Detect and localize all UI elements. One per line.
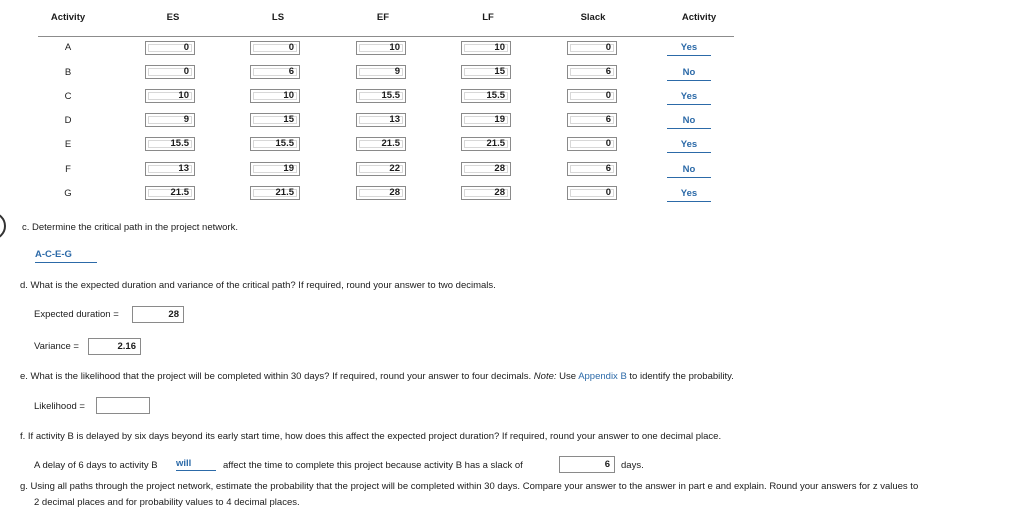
likelihood-input[interactable] bbox=[96, 397, 150, 414]
es-c[interactable]: 10 bbox=[145, 89, 195, 103]
slack-d[interactable]: 6 bbox=[567, 113, 617, 127]
row-label-f: F bbox=[65, 164, 71, 175]
slack-c[interactable]: 0 bbox=[567, 89, 617, 103]
ls-b[interactable]: 6 bbox=[250, 65, 300, 79]
row-label-a: A bbox=[64, 42, 72, 53]
ef-f[interactable]: 22 bbox=[356, 162, 406, 176]
es-a[interactable]: 0 bbox=[145, 41, 195, 55]
row-label-d: D bbox=[64, 115, 72, 126]
ls-d[interactable]: 15 bbox=[250, 113, 300, 127]
row-label-c: C bbox=[64, 91, 72, 102]
part-d-question: d. What is the expected duration and variance of the critical path? If required, round your answer to two decimals. bbox=[20, 280, 496, 291]
appendix-b-link[interactable]: Appendix B bbox=[578, 371, 627, 382]
es-e[interactable]: 15.5 bbox=[145, 137, 195, 151]
expected-duration-input[interactable]: 28 bbox=[132, 306, 184, 323]
header-activity: Activity bbox=[50, 12, 86, 23]
critical-select-g[interactable]: Yes bbox=[667, 187, 711, 202]
es-g[interactable]: 21.5 bbox=[145, 186, 195, 200]
variance-input[interactable]: 2.16 bbox=[88, 338, 141, 355]
likelihood-label: Likelihood = bbox=[34, 401, 85, 412]
part-c-question: c. Determine the critical path in the project network. bbox=[22, 222, 238, 233]
ef-g[interactable]: 28 bbox=[356, 186, 406, 200]
ef-c[interactable]: 15.5 bbox=[356, 89, 406, 103]
header-critical-activity: Activity bbox=[681, 12, 717, 23]
header-ef: EF bbox=[376, 12, 390, 23]
critical-select-b[interactable]: No bbox=[667, 66, 711, 81]
ef-b[interactable]: 9 bbox=[356, 65, 406, 79]
variance-label: Variance = bbox=[34, 341, 79, 352]
slack-e[interactable]: 0 bbox=[567, 137, 617, 151]
lf-b[interactable]: 15 bbox=[461, 65, 511, 79]
critical-select-d[interactable]: No bbox=[667, 114, 711, 129]
lf-d[interactable]: 19 bbox=[461, 113, 511, 127]
part-g-question: g. Using all paths through the project network, estimate the probability that the project will be completed within 30 days. Compare your answer to the answer in part e and explain. Round your answers for z values to bbox=[20, 481, 919, 492]
critical-select-e[interactable]: Yes bbox=[667, 138, 711, 153]
es-d[interactable]: 9 bbox=[145, 113, 195, 127]
note-text-before: Use bbox=[559, 371, 577, 382]
row-label-e: E bbox=[64, 139, 72, 150]
ls-e[interactable]: 15.5 bbox=[250, 137, 300, 151]
lf-c[interactable]: 15.5 bbox=[461, 89, 511, 103]
slack-a[interactable]: 0 bbox=[567, 41, 617, 55]
ls-f[interactable]: 19 bbox=[250, 162, 300, 176]
lf-e[interactable]: 21.5 bbox=[461, 137, 511, 151]
header-divider bbox=[38, 36, 734, 37]
ef-a[interactable]: 10 bbox=[356, 41, 406, 55]
expected-duration-label: Expected duration = bbox=[34, 309, 119, 320]
ls-c[interactable]: 10 bbox=[250, 89, 300, 103]
critical-select-c[interactable]: Yes bbox=[667, 90, 711, 105]
ls-g[interactable]: 21.5 bbox=[250, 186, 300, 200]
note-label: Note: bbox=[533, 371, 557, 382]
es-f[interactable]: 13 bbox=[145, 162, 195, 176]
ef-d[interactable]: 13 bbox=[356, 113, 406, 127]
part-g-question-continued: 2 decimal places and for probability values to 4 decimal places. bbox=[34, 497, 300, 508]
es-b[interactable]: 0 bbox=[145, 65, 195, 79]
nav-arrow-icon[interactable] bbox=[0, 212, 6, 240]
part-f-sentence-start: A delay of 6 days to activity B bbox=[34, 460, 158, 471]
critical-select-a[interactable]: Yes bbox=[667, 41, 711, 56]
slack-g[interactable]: 0 bbox=[567, 186, 617, 200]
ef-e[interactable]: 21.5 bbox=[356, 137, 406, 151]
part-f-sentence-end: days. bbox=[621, 460, 644, 471]
row-label-g: G bbox=[64, 188, 72, 199]
slack-b[interactable]: 6 bbox=[567, 65, 617, 79]
header-es: ES bbox=[166, 12, 180, 23]
part-e-question-text: e. What is the likelihood that the project will be completed within 30 days? If required, round your answer to four decimals. bbox=[20, 371, 532, 382]
lf-g[interactable]: 28 bbox=[461, 186, 511, 200]
will-affect-dropdown[interactable]: will bbox=[176, 458, 216, 471]
part-f-question: f. If activity B is delayed by six days beyond its early start time, how does this affect the expected project duration? If required, round your answer to one decimal place. bbox=[20, 431, 722, 442]
part-e-question bbox=[20, 371, 734, 382]
row-label-b: B bbox=[64, 67, 72, 78]
slack-f[interactable]: 6 bbox=[567, 162, 617, 176]
lf-f[interactable]: 28 bbox=[461, 162, 511, 176]
header-lf: LF bbox=[482, 12, 494, 23]
critical-select-f[interactable]: No bbox=[667, 163, 711, 178]
header-slack: Slack bbox=[580, 12, 606, 23]
header-ls: LS bbox=[271, 12, 285, 23]
slack-b-input[interactable]: 6 bbox=[559, 456, 615, 473]
part-f-sentence-middle: affect the time to complete this project because activity B has a slack of bbox=[223, 460, 523, 471]
note-text-after: to identify the probability. bbox=[629, 371, 734, 382]
critical-path-dropdown[interactable]: A-C-E-G bbox=[35, 249, 97, 263]
ls-a[interactable]: 0 bbox=[250, 41, 300, 55]
lf-a[interactable]: 10 bbox=[461, 41, 511, 55]
